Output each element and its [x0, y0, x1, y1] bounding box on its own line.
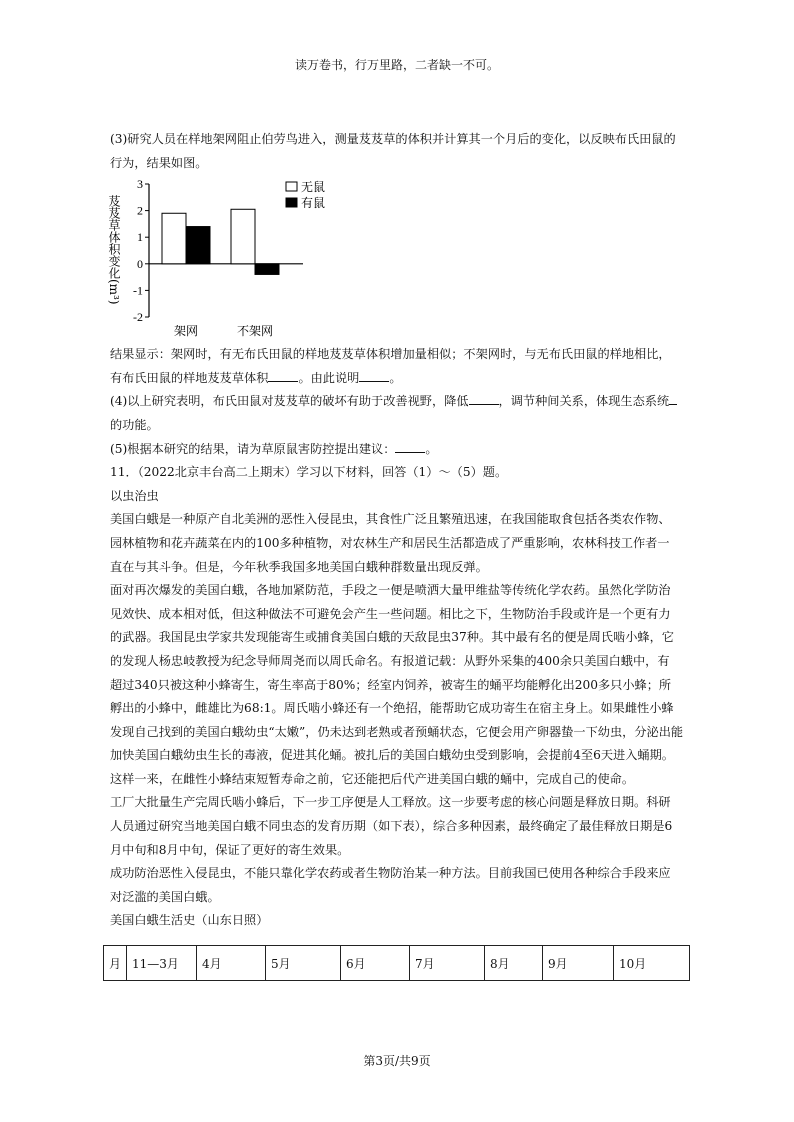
q11-p3-line: 工厂大批量生产完周氏啮小蜂后，下一步工序便是人工释放。这一步要考虑的核心问题是释放日期。科研	[110, 795, 671, 810]
bar-with-mouse-1	[255, 264, 279, 275]
y-tick-label: 3	[137, 177, 143, 192]
q11-p1-line: 园林植物和花卉蔬菜在内的100多种植物，对农林生产和居民生活都造成了严重影响，农林科技工作者一	[110, 535, 670, 550]
y-axis-label: 芨芨草体积变化(m³)	[107, 195, 121, 305]
q3-line1: (3)研究人员在样地架网阻止伯劳鸟进入，测量芨芨草的体积并计算其一个月后的变化，以反映布氏田鼠的	[110, 132, 676, 146]
q11-p2-line: 见效快、成本相对低，但这种做法不可避免会产生一些问题。相比之下，生物防治手段或许是一个更有力	[110, 606, 671, 621]
table-cell: 6月	[341, 946, 410, 981]
answer-blank[interactable]	[469, 392, 499, 405]
q11-p2-line: 的武器。我国昆虫学家共发现能寄生或捕食美国白蛾的天敌昆虫37种。其中最有名的便是周氏啮小蜂，它	[110, 630, 674, 645]
table-cell: 4月	[197, 946, 266, 981]
y-tick-label: 1	[137, 230, 143, 245]
result-line1: 结果显示：架网时，有无布氏田鼠的样地芨芨草体积增加量相似；不架网时，与无布氏田鼠的样地相比，	[110, 347, 671, 362]
q5-b: 。	[425, 441, 438, 456]
q4-line2: 的功能。	[110, 417, 159, 432]
result-line2	[110, 367, 695, 391]
bar-no-mouse-1	[231, 209, 255, 264]
table-cell: 9月	[543, 946, 614, 981]
page-footer: 第3页/共9页	[363, 1054, 431, 1068]
table-row	[104, 946, 690, 981]
page-content	[107, 128, 695, 933]
legend-label: 有鼠	[301, 196, 326, 211]
answer-blank[interactable]	[268, 369, 298, 382]
x-category-label: 不架网	[236, 324, 274, 339]
q11-p2-line: 这样一来，在雌性小蜂结束短暂寿命之前，它还能把后代产进美国白蛾的蛹中，完成自己的使命。	[110, 771, 635, 786]
table-cell: 10月	[614, 946, 690, 981]
q5-line	[110, 438, 695, 462]
legend-swatch	[286, 198, 297, 207]
table-cell: 11—3月	[127, 946, 197, 981]
table-caption: 美国白蛾生活史（山东日照）	[110, 913, 269, 928]
q4-line1-a: (4)以上研究表明，布氏田鼠对芨芨草的破坏有助于改善视野，降低	[110, 394, 469, 409]
q11-p3-line: 人员通过研究当地美国白蛾不同虫态的发育历期（如下表），综合多种因素，最终确定了最佳释放日期是6	[110, 819, 673, 834]
legend-label: 无鼠	[301, 180, 326, 195]
bar-chart	[107, 175, 695, 343]
legend-swatch	[286, 182, 297, 191]
table-cell: 5月	[266, 946, 341, 981]
answer-blank[interactable]	[359, 369, 389, 382]
q4-line1-b: ，调节种间关系，体现生态系统	[498, 394, 670, 409]
table-cell: 7月	[410, 946, 485, 981]
answer-blank[interactable]	[669, 392, 677, 405]
result-line2-a: 有布氏田鼠的样地芨芨草体积	[110, 370, 269, 385]
q11-p1-line: 美国白蛾是一种原产自北美洲的恶性入侵昆虫，其食性广泛且繁殖迅速，在我国能取食包括各类农作物、	[110, 512, 671, 527]
q11-p2-line: 加快美国白蛾幼虫生长的毒液，促进其化蛹。被扎后的美国白蛾幼虫受到影响，会提前4至6天进入蛹期。	[110, 748, 674, 763]
q4-line1	[110, 390, 695, 414]
x-category-label: 架网	[173, 324, 199, 339]
q11-line1: 11．（2022北京丰台高二上期末）学习以下材料，回答（1）～（5）题。	[110, 465, 508, 480]
q11-p2-line: 超过340只被这种小蜂寄生，寄生率高于80%；经室内饲养，被寄生的蛹平均能孵化出200多只小蜂；所	[110, 677, 672, 692]
q11-p2-line: 面对再次爆发的美国白蛾，各地加紧防范，手段之一便是喷洒大量甲维盐等传统化学农药。虽然化学防治	[110, 583, 671, 598]
q11-p2-line: 孵出的小蜂中，雌雄比为68:1。周氏啮小蜂还有一个绝招，能帮助它成功寄生在宿主身上。如果雌性小蜂	[110, 701, 674, 716]
page-header: 读万卷书，行万里路，二者缺一不可。	[294, 58, 499, 72]
bar-with-mouse-0	[186, 227, 210, 264]
y-tick-label: -2	[133, 310, 143, 325]
q11-p4-line: 对泛滥的美国白蛾。	[110, 889, 220, 904]
q11-p2-line: 的发现人杨忠岐教授为纪念导师周尧而以周氏命名。有报道记载：从野外采集的400余只美国白蛾中，有	[110, 653, 670, 668]
y-tick-label: -1	[133, 283, 143, 298]
q11-p4-line: 成功防治恶性入侵昆虫，不能只靠化学农药或者生物防治某一种方法。目前我国已使用各种综合手段来应	[110, 866, 671, 881]
q11-p2-line: 发现自己找到的美国白蛾幼虫“太嫩”，仍未达到老熟或者预蛹状态，它便会用产卵器蛰一下幼虫，分泌出能	[110, 724, 684, 739]
table-cell: 月	[104, 946, 127, 981]
table-cell: 8月	[485, 946, 543, 981]
life-history-table	[103, 945, 690, 981]
result-line2-c: 。	[389, 370, 402, 385]
q5-a: (5)根据本研究的结果，请为草原鼠害防控提出建议：	[110, 441, 396, 456]
bar-no-mouse-0	[162, 213, 186, 264]
y-tick-label: 2	[137, 203, 143, 218]
answer-blank[interactable]	[395, 440, 425, 453]
result-line2-b: 。由此说明	[298, 370, 360, 385]
q3-line2: 行为，结果如图。	[110, 155, 208, 170]
y-tick-label: 0	[137, 256, 143, 271]
bar-chart-svg	[107, 175, 695, 343]
q11-p1-line: 直在与其斗争。但是，今年秋季我国多地美国白蛾种群数量出现反弹。	[110, 559, 488, 574]
q11-title: 以虫治虫	[110, 488, 159, 503]
q11-p3-line: 月中旬和8月中旬，保证了更好的寄生效果。	[110, 842, 350, 857]
